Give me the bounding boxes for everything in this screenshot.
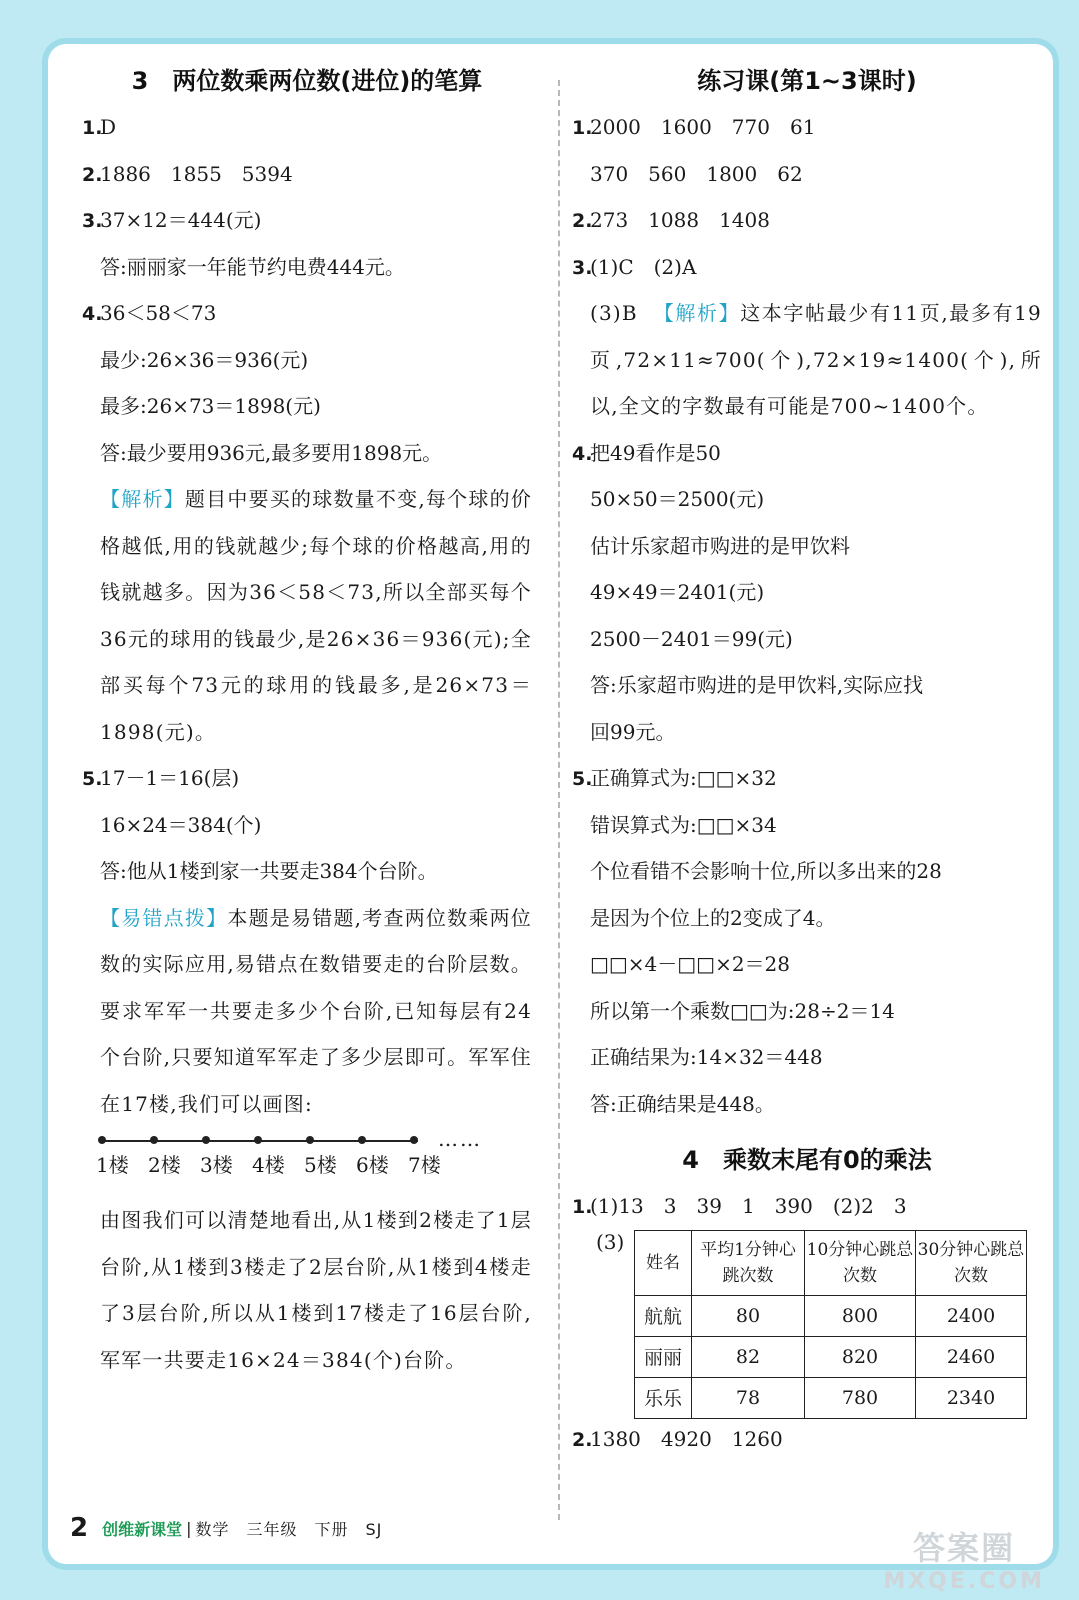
practice-answer-5-l5: 所以第一个乘数□□为:28÷2＝14 bbox=[590, 998, 895, 1023]
analysis-text: 题目中要买的球数量不变,每个球的价格越低,用的钱就越少;每个球的价格越高,用的钱就越多。因为36＜58＜73,所以全部买每个36元的球用的钱最少,是26×36＝936(元);全部买每个73元的球用的钱最多,是26×73＝1898(元)。 bbox=[100, 487, 532, 744]
floor-dot bbox=[202, 1136, 210, 1144]
answer-text: 1886 1855 5394 bbox=[100, 161, 293, 186]
answer-3-conclusion: 答:丽丽家一年能节约电费444元。 bbox=[100, 254, 405, 279]
practice-answer-1 bbox=[572, 104, 1042, 151]
answer-3 bbox=[82, 197, 532, 244]
practice-answer-4-l3: 49×49＝2401(元) bbox=[590, 580, 765, 604]
table-cell: 78 bbox=[692, 1377, 805, 1418]
watermark bbox=[883, 1523, 1045, 1594]
practice-answer-4-ans2: 回99元。 bbox=[590, 719, 676, 744]
floor-dot bbox=[306, 1136, 314, 1144]
sub-question-label: (3) bbox=[596, 1229, 625, 1254]
section-number: 3 bbox=[131, 67, 149, 95]
question-number: 1. bbox=[82, 117, 103, 139]
answer-text: 1380 4920 1260 bbox=[590, 1426, 783, 1451]
practice-answer-3-analysis bbox=[572, 290, 1042, 430]
answer-text: 273 1088 1408 bbox=[590, 208, 770, 232]
table-row bbox=[635, 1295, 1027, 1336]
floor-dot bbox=[410, 1136, 418, 1144]
question-number: 1. bbox=[572, 1196, 593, 1218]
floor-label: 1楼 bbox=[96, 1153, 129, 1177]
table-cell: 2460 bbox=[916, 1336, 1027, 1377]
answer-1 bbox=[82, 104, 532, 151]
answer-5-tip bbox=[82, 895, 532, 1128]
brand-name: 创维新课堂 bbox=[102, 1519, 183, 1539]
analysis-tag: 【解析】 bbox=[100, 487, 185, 511]
practice-title: 练习课(第1~3课时) bbox=[697, 67, 917, 95]
practice-answer-5-l2: 个位看错不会影响十位,所以多出来的28 bbox=[590, 859, 942, 883]
question-number: 4. bbox=[82, 303, 103, 325]
question-number: 2. bbox=[572, 210, 593, 232]
table-row bbox=[635, 1377, 1027, 1418]
table-header-row bbox=[635, 1230, 1027, 1295]
question-number: 3. bbox=[572, 256, 593, 279]
section4-answer-1 bbox=[572, 1183, 1042, 1230]
answer-4-analysis bbox=[82, 476, 532, 755]
answer-5-explanation: 由图我们可以清楚地看出,从1楼到2楼走了1层台阶,从1楼到3楼走了2层台阶,从1楼到4楼走了3层台阶,所以从1楼到17楼走了16层台阶,军军一共要走16×24＝384(个)台阶。 bbox=[100, 1208, 532, 1372]
answer-text: 正确算式为:□□×32 bbox=[590, 766, 777, 790]
practice-answer-1-line2: 370 560 1800 62 bbox=[590, 161, 803, 186]
table-cell: 780 bbox=[805, 1377, 916, 1418]
table-header: 30分钟心跳总次数 bbox=[916, 1230, 1027, 1295]
answer-4-min: 最少:26×36＝936(元) bbox=[100, 347, 309, 372]
subject-info: 数学 三年级 下册 SJ bbox=[195, 1519, 383, 1539]
footer-separator: | bbox=[186, 1518, 192, 1538]
heartbeat-table-block bbox=[572, 1230, 1042, 1416]
table-header: 平均1分钟心跳次数 bbox=[692, 1230, 805, 1295]
question-number: 5. bbox=[572, 768, 593, 790]
floor-dot bbox=[358, 1136, 366, 1144]
section-title-4 bbox=[572, 1137, 1042, 1183]
answer-5 bbox=[82, 755, 532, 802]
table-cell: 乐乐 bbox=[635, 1377, 692, 1418]
practice-answer-5 bbox=[572, 755, 1042, 802]
answer-text: 2000 1600 770 61 bbox=[590, 115, 816, 139]
floor-label: 3楼 bbox=[200, 1153, 233, 1177]
answer-4-max: 最多:26×73＝1898(元) bbox=[100, 394, 321, 418]
right-column bbox=[572, 58, 1042, 1462]
floor-label: 5楼 bbox=[304, 1153, 337, 1177]
floor-label: 2楼 bbox=[148, 1153, 181, 1177]
question-number: 2. bbox=[572, 1428, 593, 1451]
practice-answer-4-l2: 估计乐家超市购进的是甲饮料 bbox=[590, 533, 850, 558]
tip-text: 本题是易错题,考查两位数乘两位数的实际应用,易错点在数错要走的台阶层数。要求军军一共要走多少个台阶,已知每层有24个台阶,只要知道军军走了多少层即可。军军住在17楼,我们可以画图: bbox=[100, 905, 533, 1116]
analysis-text: 这本字帖最少有11页,最多有19页,72×11≈700(个),72×19≈1400(个),所以,全文的字数最有可能是700~1400个。 bbox=[590, 301, 1042, 418]
question-number: 3. bbox=[82, 210, 103, 232]
answer-5-calc: 16×24＝384(个) bbox=[100, 812, 262, 837]
floor-dot bbox=[150, 1136, 158, 1144]
answer-text: (1)C (2)A bbox=[590, 254, 697, 279]
floor-dot bbox=[98, 1136, 106, 1144]
answer-5-conclusion: 答:他从1楼到家一共要走384个台阶。 bbox=[100, 859, 438, 883]
answer-text: 17－1＝16(层) bbox=[100, 766, 240, 790]
floor-dot bbox=[254, 1136, 262, 1144]
floor-label: 4楼 bbox=[252, 1153, 285, 1177]
column-divider bbox=[558, 80, 560, 1520]
practice-answer-4 bbox=[572, 430, 1042, 477]
table-header: 姓名 bbox=[635, 1230, 692, 1295]
practice-answer-4-ans1: 答:乐家超市购进的是甲饮料,实际应找 bbox=[590, 673, 924, 697]
question-number: 2. bbox=[82, 163, 103, 186]
left-column bbox=[82, 58, 532, 1383]
practice-answer-4-l4: 2500－2401＝99(元) bbox=[590, 626, 793, 651]
table-cell: 80 bbox=[692, 1295, 805, 1336]
answer-4-conclusion: 答:最少要用936元,最多要用1898元。 bbox=[100, 440, 443, 465]
watermark-url: MXQE.COM bbox=[883, 1569, 1045, 1594]
answer-4 bbox=[82, 290, 532, 337]
answer-text: (1)13 3 39 1 390 (2)2 3 bbox=[590, 1194, 907, 1218]
table-cell: 丽丽 bbox=[635, 1336, 692, 1377]
practice-answer-2 bbox=[572, 197, 1042, 244]
practice-answer-3 bbox=[572, 244, 1042, 291]
practice-answer-5-l4: □□×4－□□×2＝28 bbox=[590, 952, 790, 976]
section-title-text: 乘数末尾有0的乘法 bbox=[723, 1146, 932, 1174]
practice-answer-5-ans: 答:正确结果是448。 bbox=[590, 1091, 775, 1116]
practice-answer-5-l1: 错误算式为:□□×34 bbox=[590, 812, 777, 837]
answer-text: 37×12＝444(元) bbox=[100, 208, 262, 232]
table-cell: 航航 bbox=[635, 1295, 692, 1336]
table-cell: 2340 bbox=[916, 1377, 1027, 1418]
section-title-text: 两位数乘两位数(进位)的笔算 bbox=[172, 67, 483, 95]
section4-answer-2 bbox=[572, 1416, 1042, 1463]
answer-text: D bbox=[100, 115, 117, 139]
answer-2 bbox=[82, 151, 532, 198]
table-cell: 82 bbox=[692, 1336, 805, 1377]
answer-text: (3)B bbox=[590, 301, 638, 325]
practice-answer-5-l3: 是因为个位上的2变成了4。 bbox=[590, 905, 836, 930]
section-number: 4 bbox=[682, 1146, 699, 1174]
practice-answer-5-l6: 正确结果为:14×32＝448 bbox=[590, 1045, 823, 1069]
floor-diagram bbox=[82, 1127, 532, 1197]
analysis-tag: 【解析】 bbox=[653, 301, 741, 325]
tip-tag: 【易错点拨】 bbox=[100, 905, 228, 930]
page-footer bbox=[70, 1508, 382, 1548]
page-number: 2 bbox=[70, 1513, 89, 1543]
table-row bbox=[635, 1336, 1027, 1377]
watermark-title: 答案圈 bbox=[913, 1529, 1016, 1567]
question-number: 5. bbox=[82, 768, 103, 790]
table-cell: 800 bbox=[805, 1295, 916, 1336]
answer-text: 把49看作是50 bbox=[590, 440, 721, 465]
practice-answer-4-l1: 50×50＝2500(元) bbox=[590, 487, 765, 511]
table-cell: 2400 bbox=[916, 1295, 1027, 1336]
floor-label: 7楼 bbox=[408, 1153, 441, 1177]
table-cell: 820 bbox=[805, 1336, 916, 1377]
floor-ellipsis: …… bbox=[438, 1127, 482, 1151]
heartbeat-table bbox=[634, 1230, 1027, 1419]
table-header: 10分钟心跳总次数 bbox=[805, 1230, 916, 1295]
question-number: 1. bbox=[572, 117, 593, 139]
answer-text: 36＜58＜73 bbox=[100, 301, 217, 325]
question-number: 4. bbox=[572, 442, 593, 465]
floor-label: 6楼 bbox=[356, 1153, 389, 1177]
section-title-3 bbox=[82, 58, 532, 104]
